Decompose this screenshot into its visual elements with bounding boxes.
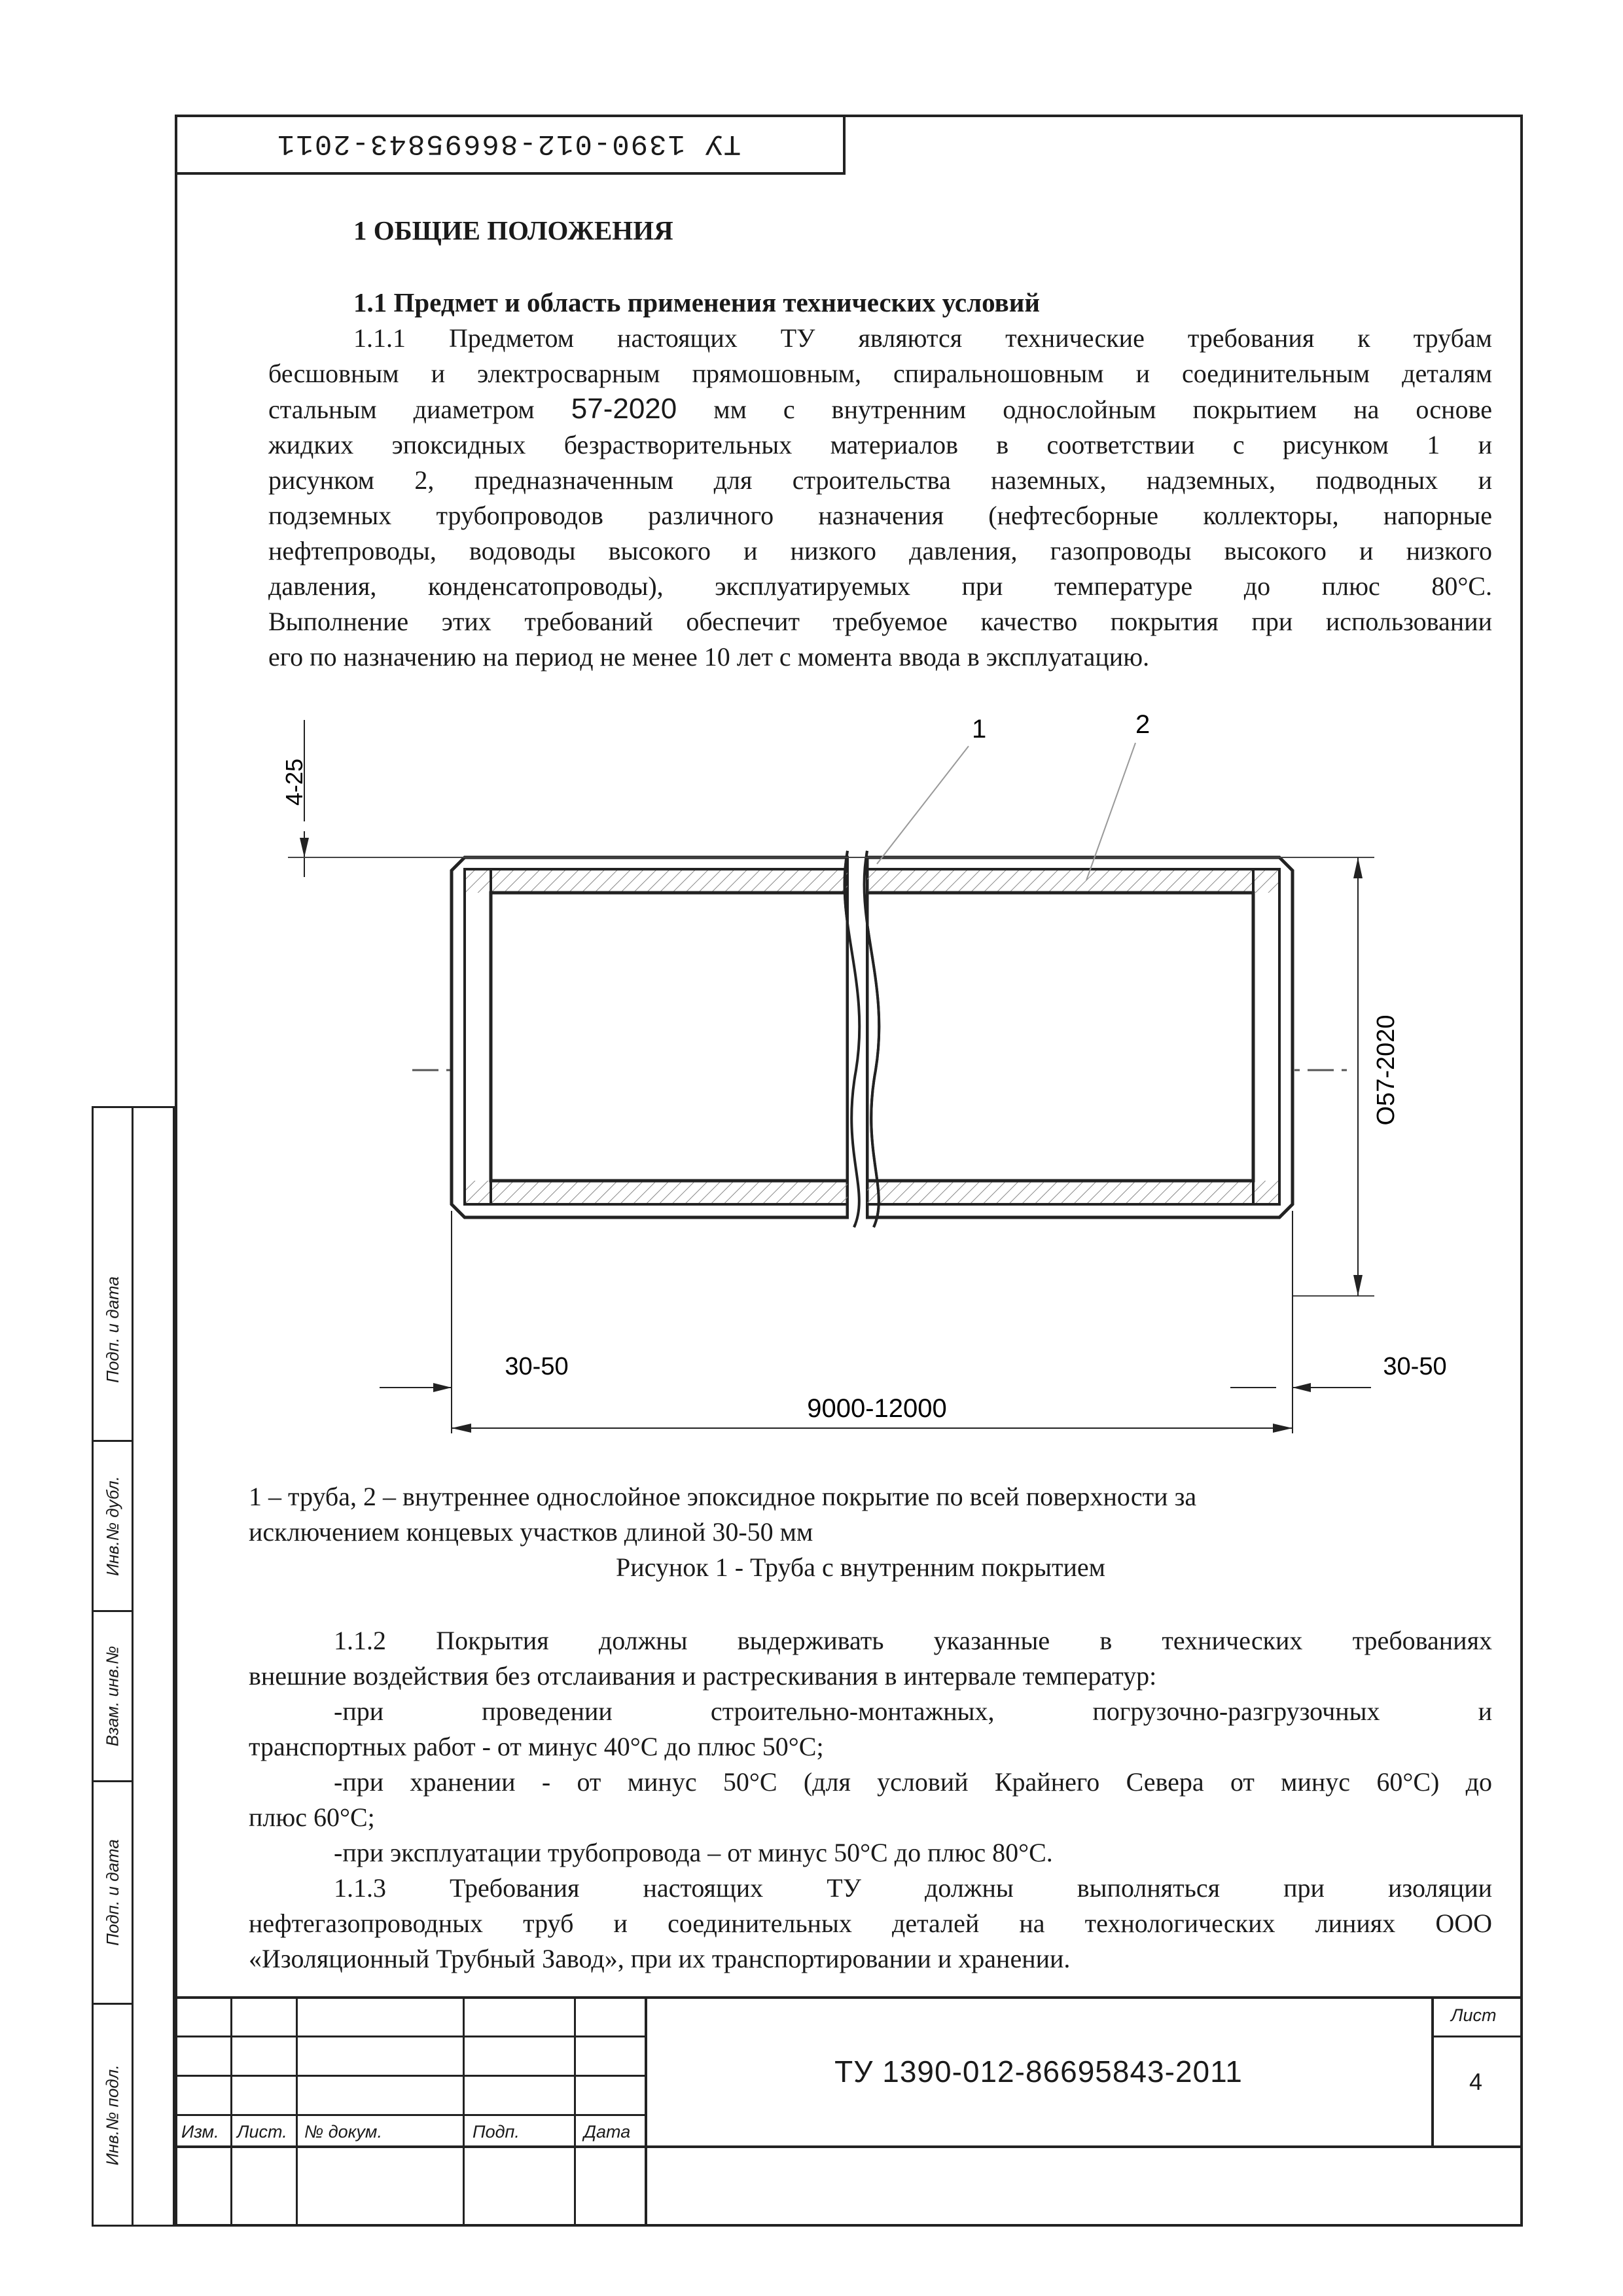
side-cell bbox=[94, 1782, 132, 2005]
p113-line: нефтегазопроводных труб и соединительных деталей на технологических линиях ООО bbox=[249, 1909, 1492, 1938]
p111-line: бесшовным и электросварным прямошовным, спиральношовным и соединительным деталям bbox=[268, 359, 1492, 388]
p111-line: рисунком 2, предназначенным для строительства наземных, надземных, подводных и bbox=[268, 465, 1492, 495]
p111-line: Выполнение этих требований обеспечит требуемое качество покрытия при использовании bbox=[268, 607, 1492, 636]
tb-rule bbox=[296, 1996, 298, 2227]
p111-line: 1.1.1 Предметом настоящих ТУ являются технические требования к трубам bbox=[353, 323, 1492, 353]
dim-length-label: 9000-12000 bbox=[807, 1394, 947, 1423]
col-label: Изм. bbox=[181, 2122, 219, 2142]
legend-line: 1 – труба, 2 – внутреннее однослойное эпоксидное покрытие по всей поверхности за bbox=[249, 1482, 1197, 1511]
figure-legend bbox=[249, 1479, 1472, 1550]
side-cell bbox=[94, 1612, 132, 1782]
arrow bbox=[1273, 1424, 1293, 1433]
tb-rule bbox=[1431, 1996, 1434, 2147]
side-label: Подп. и дата bbox=[102, 1276, 122, 1383]
side-stamp bbox=[92, 1106, 175, 2227]
arrow bbox=[433, 1383, 452, 1392]
p111-line: его по назначению на период не менее 10 лет с момента ввода в эксплуатацию. bbox=[268, 642, 1150, 672]
callout-2: 2 bbox=[1135, 710, 1150, 739]
paragraph-1-1-3 bbox=[249, 1871, 1492, 1977]
doc-number: ТУ 1390-012-86695843-2011 bbox=[834, 2054, 1243, 2089]
p111-text: стальным диаметром bbox=[268, 395, 535, 424]
side-divider bbox=[132, 1108, 134, 2225]
callout-1: 1 bbox=[972, 715, 987, 744]
subsection-title: 1.1 Предмет и область применения технических условий bbox=[353, 287, 1040, 317]
diameter-range: 57-2020 bbox=[571, 393, 677, 425]
tb-rule bbox=[574, 1996, 576, 2227]
sheet-number: 4 bbox=[1469, 2068, 1483, 2095]
arrow bbox=[1293, 1383, 1311, 1392]
pipe-right-section bbox=[867, 857, 1293, 1217]
section-title: 1 ОБЩИЕ ПОЛОЖЕНИЯ bbox=[353, 215, 673, 245]
tb-rule bbox=[230, 1996, 232, 2227]
side-label: Инв.№ дубл. bbox=[102, 1476, 122, 1576]
p112-line: 1.1.2 Покрытия должны выдерживать указанные в технических требованиях bbox=[334, 1626, 1492, 1655]
legend-line: исключением концевых участков длиной 30-50 мм bbox=[249, 1517, 813, 1547]
dim-end-right-label: 30-50 bbox=[1383, 1353, 1447, 1380]
p112-line: транспортных работ - от минус 40°С до плюс 50°С; bbox=[249, 1732, 824, 1761]
p112-line: -при проведении строительно-монтажных, погрузочно-разгрузочных и bbox=[334, 1696, 1492, 1726]
dim-diameter-label: О57-2020 bbox=[1372, 1014, 1400, 1126]
figure-caption: Рисунок 1 - Труба с внутренним покрытием bbox=[616, 1552, 1105, 1582]
p111-text: мм с внутренним однослойным покрытием на основе bbox=[713, 395, 1492, 424]
arrow bbox=[1353, 1275, 1363, 1296]
header-stamp-text: ТУ 1390-012-86695843-2011 bbox=[276, 127, 741, 160]
col-label: Лист. bbox=[237, 2122, 287, 2142]
p113-line: 1.1.3 Требования настоящих ТУ должны выполняться при изоляции bbox=[334, 1873, 1492, 1903]
pipe-drawing bbox=[249, 707, 1492, 1466]
p113-line: «Изоляционный Трубный Завод», при их транспортировании и хранении. bbox=[249, 1944, 1071, 1973]
col-label: № докум. bbox=[304, 2122, 382, 2142]
side-cell bbox=[94, 1219, 132, 1442]
arrow bbox=[1353, 857, 1363, 878]
tb-rule bbox=[175, 2145, 1523, 2148]
leader-line bbox=[877, 746, 969, 864]
col-label: Подп. bbox=[473, 2122, 520, 2142]
tb-rule bbox=[175, 1996, 177, 2227]
p111-line: жидких эпоксидных безрастворительных материалов в соответствии с рисунком 1 и bbox=[268, 430, 1492, 459]
title-block bbox=[175, 1996, 1523, 2227]
dim-wall-label: 4-25 bbox=[281, 758, 308, 806]
p111-line: нефтепроводы, водоводы высокого и низкого давления, газопроводы высокого и низкого bbox=[268, 536, 1492, 565]
p112-line: -при эксплуатации трубопровода – от минус 50°С до плюс 80°С. bbox=[334, 1838, 1053, 1867]
p112-line: внешние воздействия без отслаивания и растрескивания в интервале температур: bbox=[249, 1661, 1157, 1691]
arrow bbox=[300, 838, 309, 857]
tb-rule bbox=[463, 1996, 465, 2227]
paragraph-1-1-2 bbox=[249, 1623, 1492, 1871]
header-stamp bbox=[175, 115, 846, 175]
side-label: Инв.№ подл. bbox=[102, 2064, 122, 2166]
p111-line: давления, конденсатопроводы), эксплуатируемых при температуре до плюс 80°С. bbox=[268, 571, 1492, 601]
arrow bbox=[452, 1424, 471, 1433]
side-cell bbox=[94, 2005, 132, 2227]
col-label: Дата bbox=[584, 2122, 631, 2142]
side-cell bbox=[94, 1442, 132, 1612]
tb-rule bbox=[1431, 2036, 1523, 2037]
side-label: Взам. инв.№ bbox=[102, 1645, 122, 1747]
p112-line: -при хранении - от минус 50°С (для условий Крайнего Севера от минус 60°С) до bbox=[334, 1767, 1492, 1797]
paragraph-1-1-1 bbox=[268, 321, 1492, 675]
pipe-left-section bbox=[452, 857, 847, 1217]
p111-line: подземных трубопроводов различного назначения (нефтесборные коллекторы, напорные bbox=[268, 501, 1492, 530]
p111-line bbox=[268, 391, 1492, 427]
sheet-label: Лист bbox=[1451, 2005, 1497, 2025]
dim-end-left-label: 30-50 bbox=[505, 1353, 569, 1380]
side-label: Подп. и дата bbox=[102, 1839, 122, 1946]
p112-line: плюс 60°С; bbox=[249, 1803, 375, 1832]
